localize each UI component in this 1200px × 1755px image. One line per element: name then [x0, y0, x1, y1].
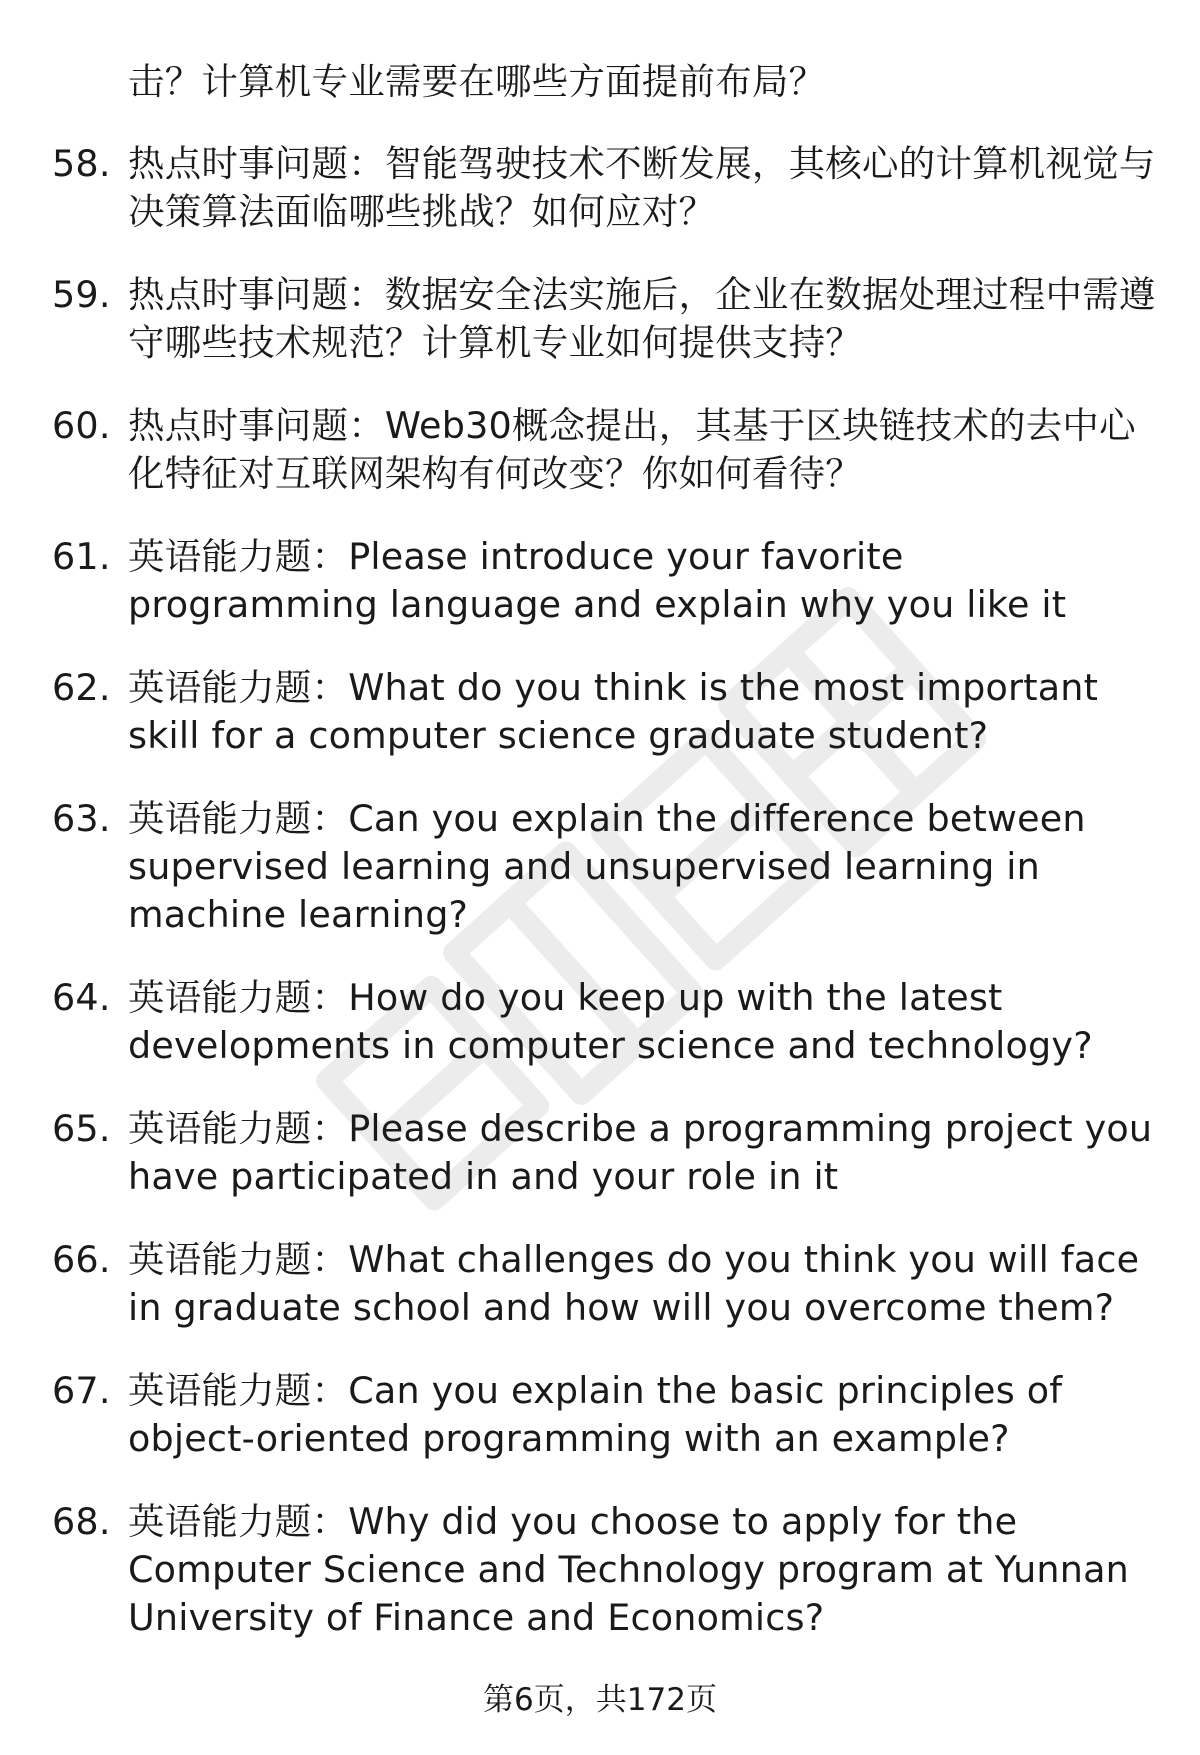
item-text: 英语能力题：What challenges do you think you will face in graduate school and how will you overcome them?: [128, 1238, 1140, 1329]
item-number: 63.: [52, 797, 111, 840]
item-number: 67.: [52, 1369, 111, 1412]
list-item: [0, 1236, 1200, 1332]
item-text: 英语能力题：What do you think is the most important skill for a computer science graduate student?: [128, 666, 1099, 757]
item-number: 59.: [52, 273, 111, 316]
item-text: 英语能力题：How do you keep up with the latest developments in computer science and technology?: [128, 976, 1093, 1067]
item-number: 68.: [52, 1500, 111, 1543]
item-number: 65.: [52, 1107, 111, 1150]
list-item: [0, 1367, 1200, 1463]
item-text: 英语能力题：Please describe a programming project you have participated in and your role in it: [128, 1107, 1153, 1198]
item-text: 热点时事问题：数据安全法实施后，企业在数据处理过程中需遵守哪些技术规范？计算机专业如何提供支持？: [128, 273, 1156, 364]
item-number: 66.: [52, 1238, 111, 1281]
item-text: 热点时事问题：智能驾驶技术不断发展，其核心的计算机视觉与决策算法面临哪些挑战？如何应对？: [128, 142, 1156, 233]
list-item: [0, 664, 1200, 760]
item-text: 英语能力题：Why did you choose to apply for the Computer Science and Technology program at Yunnan University of Finance and Economics?: [128, 1500, 1129, 1639]
list-item: [0, 533, 1200, 629]
item-text: 英语能力题：Can you explain the basic principles of object-oriented programming with an example?: [128, 1369, 1063, 1460]
item-number: 61.: [52, 535, 111, 578]
item-number: 58.: [52, 142, 111, 185]
page-number-label: 第6页，共172页: [483, 1682, 717, 1718]
list-item: [0, 1105, 1200, 1201]
item-text: 英语能力题：Please introduce your favorite programming language and explain why you like it: [128, 535, 1067, 626]
question-list: [0, 58, 1200, 1677]
list-item: [0, 795, 1200, 939]
list-item: [0, 58, 1200, 106]
list-item: [0, 974, 1200, 1070]
list-item: [0, 402, 1200, 498]
page-footer: [0, 1680, 1200, 1720]
list-item: [0, 1498, 1200, 1642]
item-text: 热点时事问题：Web30概念提出，其基于区块链技术的去中心化特征对互联网架构有何改变？你如何看待？: [128, 404, 1136, 495]
list-item: [0, 271, 1200, 367]
item-number: 64.: [52, 976, 111, 1019]
item-number: 62.: [52, 666, 111, 709]
item-number: 60.: [52, 404, 111, 447]
list-item: [0, 140, 1200, 236]
item-text: 英语能力题：Can you explain the difference between supervised learning and unsupervised learning in machine learning?: [128, 797, 1086, 936]
item-text: 击？计算机专业需要在哪些方面提前布局？: [128, 60, 826, 103]
